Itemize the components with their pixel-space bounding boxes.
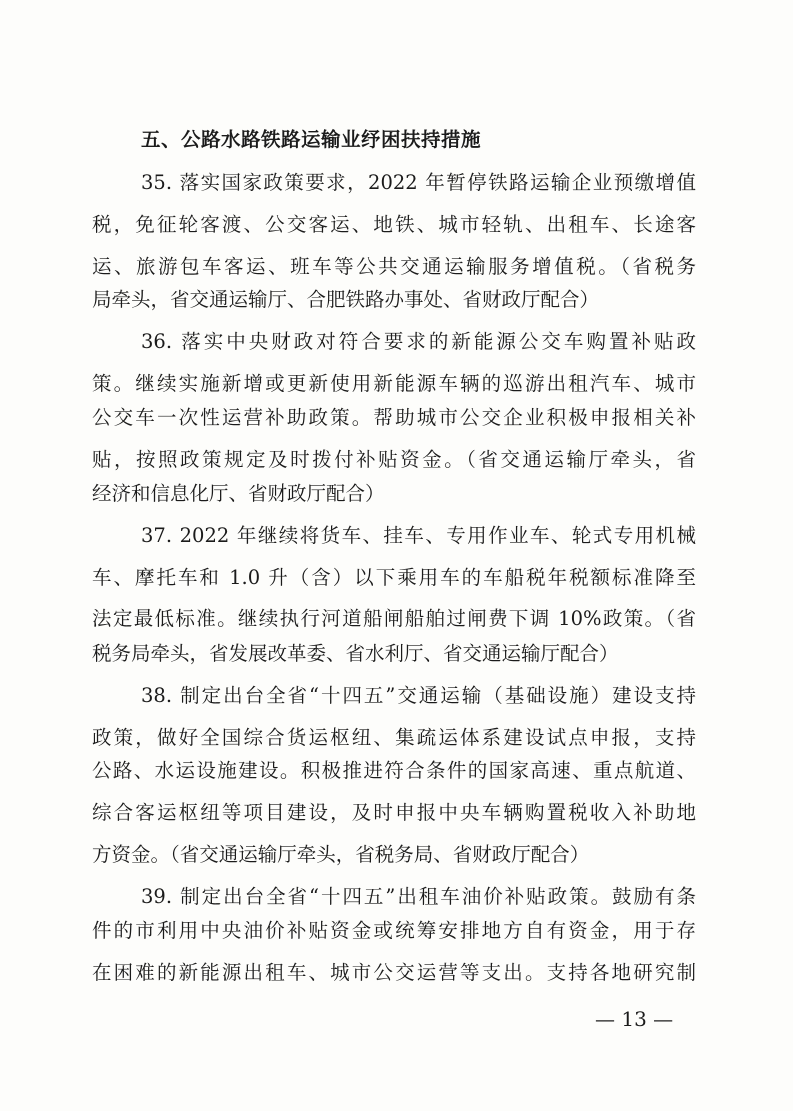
- paragraph-line: 方资金。（省交通运输厅牵头，省税务局、省财政厅配合）: [92, 843, 590, 866]
- paragraph-line: 36. 落实中央财政对符合要求的新能源公交车购置补贴政: [141, 330, 696, 353]
- paragraph-line: 公路、水运设施建设。积极推进符合条件的国家高速、重点航道、: [92, 759, 696, 782]
- paragraph-line: 运、旅游包车客运、班车等公共交通运输服务增值税。（省税务: [92, 255, 696, 278]
- paragraph-line: 在困难的新能源出租车、城市公交运营等支出。支持各地研究制: [92, 961, 696, 984]
- section-heading: 五、公路水路铁路运输业纾困扶持措施: [141, 128, 482, 151]
- paragraph-line: 公交车一次性运营补助政策。帮助城市公交企业积极申报相关补: [92, 406, 696, 429]
- paragraph-line: 贴，按照政策规定及时拨付补贴资金。（省交通运输厅牵头，省: [92, 448, 696, 471]
- paragraph-line: 局牵头，省交通运输厅、合肥铁路办事处、省财政厅配合）: [92, 288, 600, 311]
- paragraph-line: 税，免征轮客渡、公交客运、地铁、城市轻轨、出租车、长途客: [92, 213, 696, 236]
- paragraph-line: 经济和信息化厅、省财政厅配合）: [92, 482, 385, 505]
- paragraph-line: 法定最低标准。继续执行河道船闸船舶过闸费下调 10%政策。（省: [92, 607, 696, 630]
- paragraph-line: 39. 制定出台全省“十四五”出租车油价补贴政策。鼓励有条: [141, 885, 696, 908]
- paragraph-line: 策。继续实施新增或更新使用新能源车辆的巡游出租汽车、城市: [92, 372, 696, 395]
- paragraph-line: 税务局牵头，省发展改革委、省水利厅、省交通运输厅配合）: [92, 642, 619, 665]
- paragraph-line: 38. 制定出台全省“十四五”交通运输（基础设施）建设支持: [141, 684, 696, 707]
- paragraph-line: 37. 2022 年继续将货车、挂车、专用作业车、轮式专用机械: [141, 524, 696, 547]
- paragraph-line: 35. 落实国家政策要求，2022 年暂停铁路运输企业预缴增值: [141, 171, 696, 194]
- paragraph-line: 综合客运枢纽等项目建设，及时申报中央车辆购置税收入补助地: [92, 801, 696, 824]
- paragraph-line: 件的市利用中央油价补贴资金或统筹安排地方自有资金，用于存: [92, 919, 696, 942]
- paragraph-line: 车、摩托车和 1.0 升（含）以下乘用车的车船税年税额标准降至: [92, 566, 696, 589]
- page-number: — 13 —: [595, 1007, 674, 1031]
- paragraph-line: 政策，做好全国综合货运枢纽、集疏运体系建设试点申报，支持: [92, 726, 696, 749]
